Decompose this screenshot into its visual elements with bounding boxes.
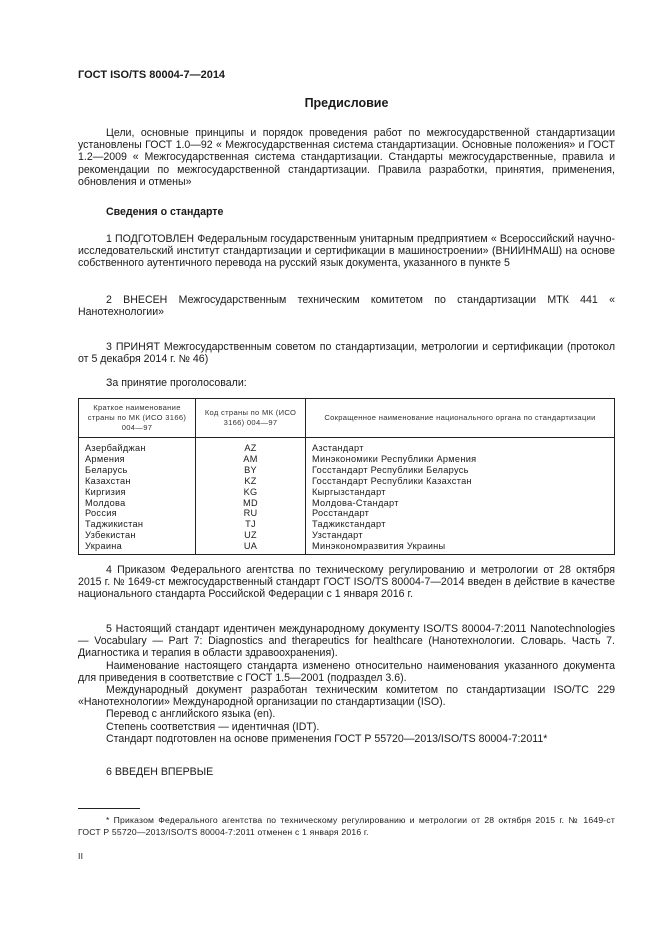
item-4: 4 Приказом Федерального агентства по техническому регулированию и метрологии от 28 октября 2015 г. № 1649-ст межгосударственный стандарт ГОСТ ISO/TS 80004-7—2014 введен в действие в качестве национального стандарта Российской Федерации с 1 января 2016 г. — [78, 564, 615, 601]
cell-code: KZ — [196, 476, 306, 487]
cell-country: Азербайджан — [79, 438, 196, 454]
section-heading: Сведения о стандарте — [106, 206, 224, 218]
cell-code: MD — [196, 498, 306, 509]
cell-code: AM — [196, 454, 306, 465]
table-row — [79, 454, 615, 465]
item-2: 2 ВНЕСЕН Межгосударственным техническим комитетом по стандартизации МТК 441 « Нанотехнологии» — [78, 294, 615, 319]
document-header: ГОСТ ISO/TS 80004-7—2014 — [78, 69, 226, 81]
cell-body: Госстандарт Республики Казахстан — [306, 476, 615, 487]
voting-table — [78, 398, 615, 555]
cell-country: Таджикистан — [79, 519, 196, 530]
header-body: Сокращенное наименование национального органа по стандартизации — [306, 399, 615, 438]
table-row — [79, 438, 615, 454]
cell-country: Беларусь — [79, 465, 196, 476]
intro-paragraph: Цели, основные принципы и порядок проведения работ по межгосударственной стандартизации установлены ГОСТ 1.0—92 « Межгосударственная система стандартизации. Основные положения» и ГОСТ 1.2—2009 « Межгосударственная система стандартизации. Стандарты межгосударственные, правила и рекомендации по межгосударственной стандартизации. Правила разработки, принятия, применения, обновления и отмены» — [78, 127, 615, 188]
table-row — [79, 487, 615, 498]
cell-country: Казахстан — [79, 476, 196, 487]
item-5-para: Международный документ разработан техническим комитетом по стандартизации ISO/TC 229 «Нанотехнологии» Международной организации по стандартизации (ISO). — [78, 684, 615, 709]
table-row — [79, 519, 615, 530]
cell-country: Украина — [79, 541, 196, 554]
cell-body: Минэкономики Республики Армения — [306, 454, 615, 465]
voting-table-wrapper — [78, 398, 615, 555]
cell-code: RU — [196, 508, 306, 519]
item-5-para: Степень соответствия — идентичная (IDT). — [106, 720, 320, 733]
cell-code: AZ — [196, 438, 306, 454]
table-header-row — [79, 399, 615, 438]
vote-label: За принятие проголосовали: — [106, 377, 247, 389]
header-code: Код страны по МК (ИСО 3166) 004—97 — [196, 399, 306, 438]
item-5-para: 5 Настоящий стандарт идентичен международному документу ISO/TS 80004-7:2011 Nanotechnologies — Vocabulary — Part 7: Diagnostics and therapeutics for healthcare (Нанотехнологии. Словарь. Часть 7. Диагностика и терапия в области здравоохранения). — [78, 623, 615, 660]
cell-body: Кыргызстандарт — [306, 487, 615, 498]
table-row — [79, 465, 615, 476]
item-5-para: Перевод с английского языка (en). — [106, 708, 276, 721]
cell-code: UZ — [196, 530, 306, 541]
item-5-para: Стандарт подготовлен на основе применения ГОСТ Р 55720—2013/ISO/TS 80004-7:2011* — [106, 732, 548, 745]
item-5 — [78, 623, 615, 745]
item-6: 6 ВВЕДЕН ВПЕРВЫЕ — [106, 766, 214, 778]
cell-body: Госстандарт Республики Беларусь — [306, 465, 615, 476]
table-row — [79, 498, 615, 509]
cell-body: Азстандарт — [306, 438, 615, 454]
footnote-divider — [78, 808, 140, 809]
cell-country: Киргизия — [79, 487, 196, 498]
cell-body: Росстандарт — [306, 508, 615, 519]
table-row — [79, 508, 615, 519]
item-3: 3 ПРИНЯТ Межгосударственным советом по стандартизации, метрологии и сертификации (протокол от 5 декабря 2014 г. № 46) — [78, 341, 615, 366]
cell-code: UA — [196, 541, 306, 554]
footnote: * Приказом Федерального агентства по техническому регулированию и метрологии от 28 октября 2015 г. № 1649-ст ГОСТ Р 55720—2013/ISO/TS 80004-7:2011 отменен с 1 января 2016 г. — [78, 815, 615, 837]
cell-country: Россия — [79, 508, 196, 519]
page-title: Предисловие — [304, 96, 389, 110]
cell-code: BY — [196, 465, 306, 476]
table-row — [79, 541, 615, 554]
table-row — [79, 530, 615, 541]
item-1: 1 ПОДГОТОВЛЕН Федеральным государственным унитарным предприятием « Всероссийский научно-исследовательский институт стандартизации и сертификации в машиностроении» (ВНИИНМАШ) на основе собственного аутентичного перевода на русский язык документа, указанного в пункте 5 — [78, 233, 615, 270]
cell-body: Минэкономразвития Украины — [306, 541, 615, 554]
cell-country: Молдова — [79, 498, 196, 509]
cell-code: TJ — [196, 519, 306, 530]
item-5-para: Наименование настоящего стандарта изменено относительно наименования указанного документа для приведения в соответствие с ГОСТ 1.5—2001 (подраздел 3.6). — [78, 659, 615, 684]
table-row — [79, 476, 615, 487]
cell-country: Узбекистан — [79, 530, 196, 541]
cell-body: Узстандарт — [306, 530, 615, 541]
cell-body: Таджикстандарт — [306, 519, 615, 530]
cell-code: KG — [196, 487, 306, 498]
cell-body: Молдова-Стандарт — [306, 498, 615, 509]
page-number: II — [78, 851, 84, 861]
header-country: Краткое наименование страны по МК (ИСО 3166) 004—97 — [79, 399, 196, 438]
cell-country: Армения — [79, 454, 196, 465]
